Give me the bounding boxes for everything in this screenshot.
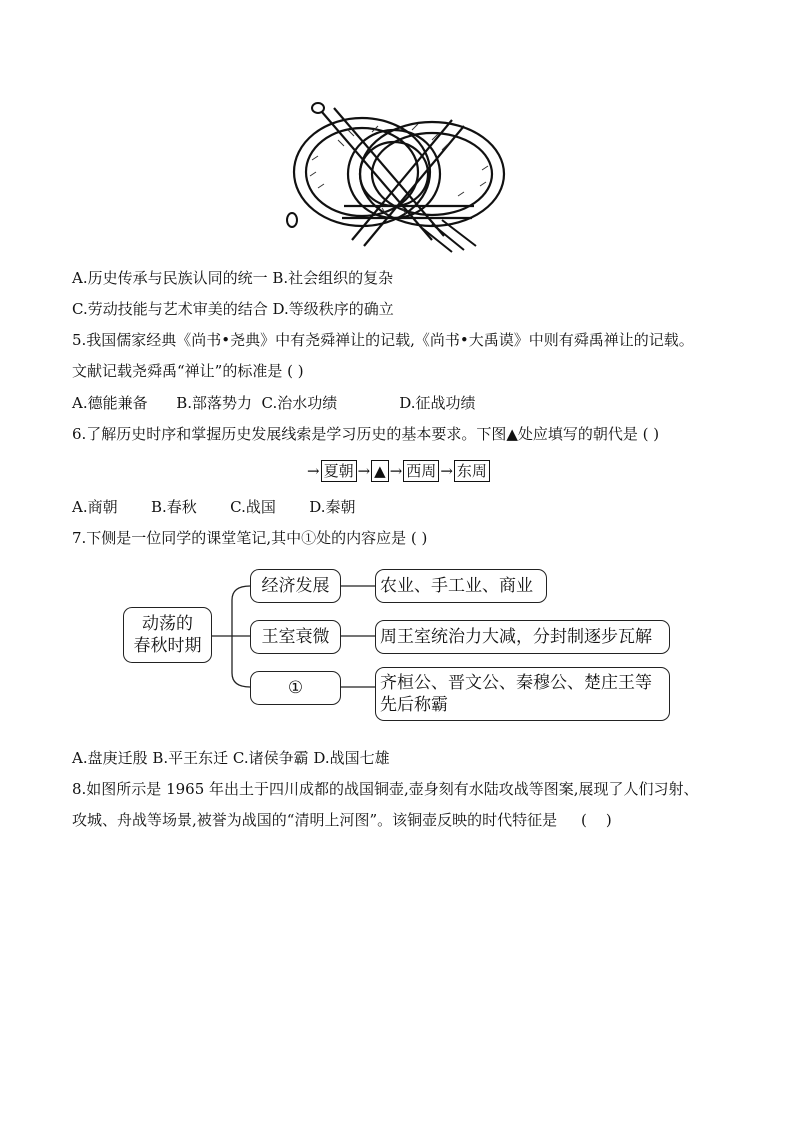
q5-options: A.德能兼备 B.部落势力 C.治水功绩 D.征战功绩 [72,394,476,412]
mindmap-branch-economy: 经济发展 [250,569,341,603]
mindmap-branch-royal-decline: 王室衰微 [250,620,341,654]
q8-stem-line-2: 攻城、舟战等场景,被誉为战国的“清明上河图”。该铜壶反映的时代特征是 ( ) [72,811,612,829]
q4-options-line-1: A.历史传承与民族认同的统一 B.社会组织的复杂 [72,269,394,287]
timeline-item-blank: ▲ [371,460,389,482]
timeline-arrow: → [440,462,453,480]
mindmap-detail-hegemony-line-1: 齐桓公、晋文公、秦穆公、楚庄王等 [380,673,652,693]
q7-stem: 7.下侧是一位同学的课堂笔记,其中①处的内容应是 ( ) [72,529,428,547]
mindmap-detail-hegemony-line-2: 先后称霸 [380,695,448,715]
mindmap-branch-blank: ① [250,671,341,705]
timeline-item-eastern-zhou: 东周 [454,460,490,482]
q5-stem-line-1: 5.我国儒家经典《尚书•尧典》中有尧舜禅让的记载,《尚书•大禹谟》中则有舜禹禅让的记载。 [72,331,694,349]
timeline-arrow: → [357,462,371,480]
q4-options-line-2: C.劳动技能与艺术审美的结合 D.等级秩序的确立 [72,300,394,318]
mindmap-root [123,607,212,663]
mindmap-detail-economy: 农业、手工业、商业 [375,569,547,603]
mindmap-root-line-2: 春秋时期 [133,636,202,656]
timeline-item-western-zhou: 西周 [403,460,439,482]
q5-stem-line-2: 文献记载尧舜禹“禅让”的标准是 ( ) [72,362,304,380]
mindmap-root-line-1: 动荡的 [142,614,193,634]
timeline-item-xia: 夏朝 [321,460,357,482]
mindmap-detail-royal-decline: 周王室统治力大减，分封制逐步瓦解 [375,620,670,654]
mindmap-detail-hegemony [375,667,670,721]
timeline-arrow: → [307,462,320,480]
q6-options: A.商朝 B.春秋 C.战国 D.秦朝 [72,498,356,516]
q6-stem: 6.了解历史时序和掌握历史发展线索是学习历史的基本要求。下图▲处应填写的朝代是 ( ) [72,425,660,443]
q7-options: A.盘庚迁殷 B.平王东迁 C.诸侯争霸 D.战国七雄 [72,749,390,767]
q8-stem-line-1: 8.如图所示是 1965 年出土于四川成都的战国铜壶,壶身刻有水陆攻战等图案,展现了人们习射、 [72,780,699,798]
timeline-arrow: → [389,462,403,480]
